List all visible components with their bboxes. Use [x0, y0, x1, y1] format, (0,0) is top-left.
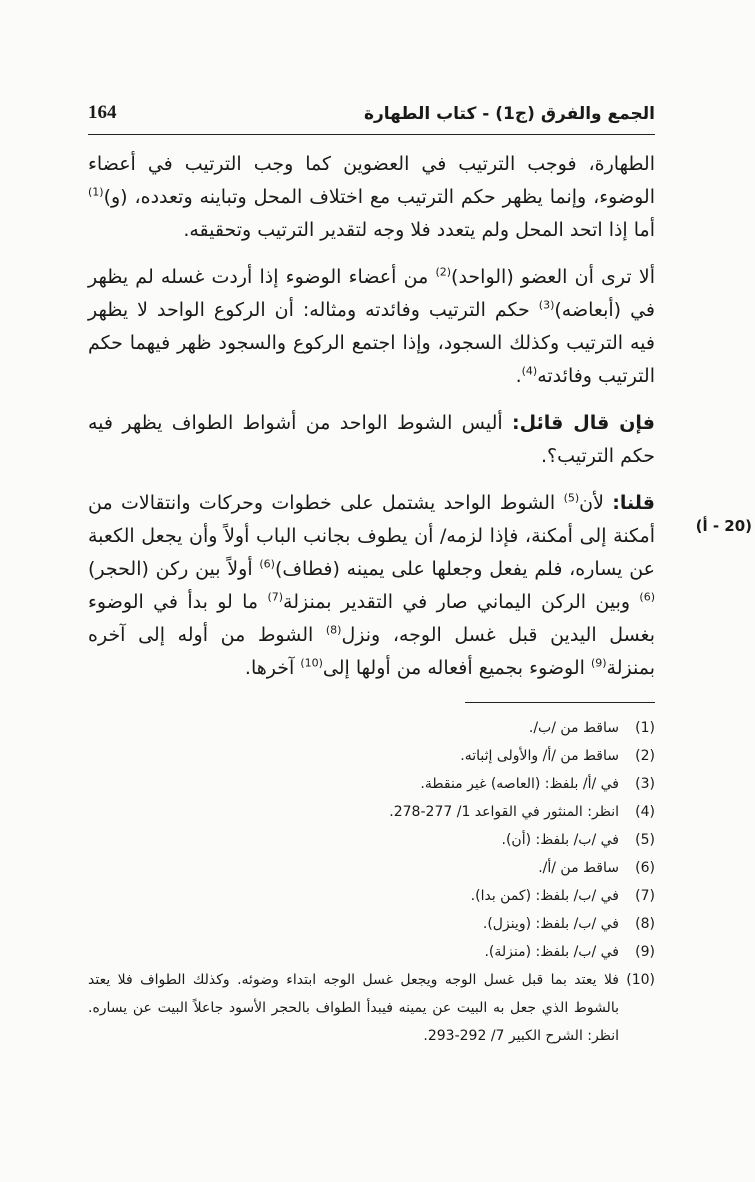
footnote-number: (6) [635, 860, 655, 876]
footnote-number: (1) [635, 720, 655, 736]
footnote-text: في /ب/ بلفظ: (أن). [501, 832, 619, 848]
footnote [88, 910, 655, 938]
paragraph-1 [88, 148, 655, 247]
footnote-ref[interactable]: (9) [590, 656, 607, 670]
footnote-text: فلا يعتد بما قبل غسل الوجه ويجعل غسل الوجه ابتداء وضوئه. وكذلك الطواف فلا يعتد بالشوط الذي جعل به البيت عن يمينه فيبدأ الطواف بالحجر الأسود جاعلاً البيت عن يساره. انظر: الشرح الكبير 7/ 292-293. [88, 972, 619, 1044]
text-run: الشوط من أوله إلى آخره بمنزلة [88, 624, 655, 679]
footnote-number: (3) [635, 776, 655, 792]
footnotes [88, 714, 655, 1050]
footnote-ref[interactable]: (5) [563, 491, 580, 505]
text-run: ما لو بدأ في الوضوء بغسل اليدين قبل غسل الوجه، ونزل [88, 591, 655, 646]
footnote-ref[interactable]: (6) [259, 557, 275, 571]
footnote-text: ساقط من /أ/ والأولى إثباته. [460, 748, 619, 764]
paragraph-2 [88, 261, 655, 393]
main-text [88, 148, 655, 699]
footnote-number: (10) [626, 972, 655, 988]
footnote [88, 854, 655, 882]
footnote-ref[interactable]: (7) [267, 590, 284, 604]
text-run: أليس الشوط الواحد من أشواط الطواف يظهر فيه حكم الترتيب؟. [88, 412, 655, 467]
footnote-text: في /ب/ بلفظ: (منزلة). [484, 944, 619, 960]
text-run: وبين الركن اليماني صار في التقدير بمنزلة [283, 591, 640, 613]
footnote-ref[interactable]: (8) [325, 623, 342, 637]
footnote-ref[interactable]: (10) [300, 656, 323, 670]
footnote [88, 966, 655, 1050]
reply-lead: قلنا: [612, 492, 655, 514]
footnote [88, 742, 655, 770]
footnote [88, 770, 655, 798]
footnote [88, 798, 655, 826]
text-run: أما إذا اتحد المحل ولم يتعدد فلا وجه لتقدير الترتيب وتحقيقه. [183, 219, 655, 241]
footnote-number: (2) [635, 748, 655, 764]
manuscript-folio-marker: (20 - أ) [695, 517, 752, 535]
text-run: الوضوء بجميع أفعاله من أولها إلى [322, 657, 591, 679]
footnote-number: (9) [635, 944, 655, 960]
text-run: الطهارة، فوجب الترتيب في العضوين كما وجب الترتيب في أعضاء الوضوء، وإنما يظهر حكم الترتيب مع اختلاف المحل وتباينه وتعدده، (و) [88, 153, 655, 208]
paragraph-3 [88, 407, 655, 473]
footnote-ref[interactable]: (1) [88, 185, 104, 199]
footnote-ref[interactable]: (2) [435, 265, 452, 279]
page-number: 164 [88, 102, 117, 123]
text-run: أولاً بين ركن (الحجر) [88, 558, 260, 580]
footnote [88, 826, 655, 854]
objection-lead: فإن قال قائل: [512, 412, 655, 434]
text-run: لأن [579, 492, 613, 514]
page-header [88, 100, 655, 135]
footnote-number: (7) [635, 888, 655, 904]
footnote-text: في /ب/ بلفظ: (كمن بدا). [470, 888, 619, 904]
footnote-ref[interactable]: (3) [538, 298, 555, 312]
footnote [88, 882, 655, 910]
footnote-ref[interactable]: (6) [639, 590, 655, 604]
footnote-text: ساقط من /أ/. [538, 860, 619, 876]
text-run: آخرها. [244, 657, 301, 679]
footnote-text: انظر: المنثور في القواعد 1/ 277-278. [389, 804, 619, 820]
text-run: الشوط الواحد يشتمل على خطوات وحركات وانتقالات من أمكنة إلى أمكنة، فإذا لزمه/ أن يطوف بجانب الباب أولاً وأن يجعل الكعبة عن يساره، فلم يفعل وجعلها على يمينه (فطاف) [88, 492, 655, 580]
footnote-text: ساقط من /ب/. [528, 720, 619, 736]
text-run: ألا ترى أن العضو (الواحد) [451, 266, 655, 288]
footnote-text: في /أ/ بلفظ: (العاصه) غير منقطة. [420, 776, 619, 792]
running-title: الجمع والفرق (ج1) - كتاب الطهارة [363, 104, 655, 124]
text-run: حكم الترتيب وفائدته ومثاله: أن الركوع الواحد لا يظهر فيه الترتيب وكذلك السجود، وإذا اجتمع الركوع والسجود ظهر فيهما حكم الترتيب وفائدته [88, 299, 655, 387]
footnote-text: في /ب/ بلفظ: (وينزل). [482, 916, 619, 932]
text-run: من أعضاء الوضوء إذا أردت غسله لم يظهر في (أبعاضه) [88, 266, 655, 321]
footnote [88, 938, 655, 966]
footnote [88, 714, 655, 742]
text-run: . [515, 365, 522, 387]
footnote-number: (8) [635, 916, 655, 932]
footnote-separator [465, 702, 655, 703]
footnote-number: (4) [635, 804, 655, 820]
footnote-number: (5) [635, 832, 655, 848]
footnote-ref[interactable]: (4) [521, 364, 538, 378]
paragraph-4 [88, 487, 655, 685]
